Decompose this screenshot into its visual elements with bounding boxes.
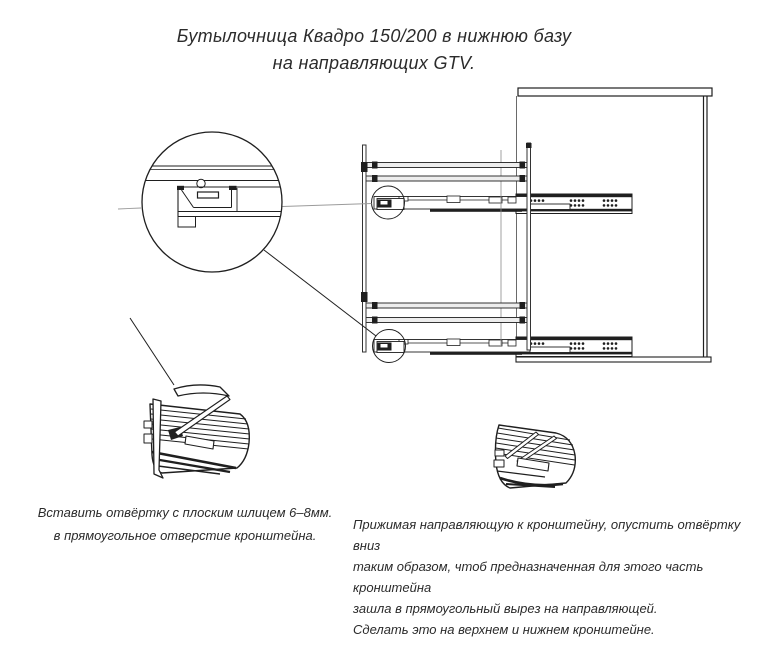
instruction-right-line-2: таким образом, чтоб предназначенная для этого часть кронштейна bbox=[353, 559, 704, 595]
instruction-left-line-1: Вставить отвёртку с плоским шлицем 6–8мм. bbox=[37, 505, 333, 520]
cabinet-panel bbox=[516, 88, 712, 362]
pullout-frame bbox=[361, 143, 532, 352]
bracket-hole bbox=[197, 179, 205, 187]
iso-screwdriver-press bbox=[494, 425, 575, 488]
leader-line-stub bbox=[118, 208, 141, 209]
instruction-right-line-3: зашла в прямоугольный вырез на направляющей. bbox=[353, 601, 658, 616]
screwdriver-handle bbox=[174, 385, 229, 396]
instruction-left bbox=[28, 502, 342, 547]
instruction-left-line-2: в прямоугольное отверстие кронштейна. bbox=[53, 527, 317, 543]
instruction-right bbox=[353, 514, 765, 640]
title-line-2: на направляющих GTV. bbox=[272, 53, 476, 73]
top-slide-rail bbox=[374, 194, 632, 214]
leader-line-iso bbox=[130, 318, 174, 385]
leader-line-bottom bbox=[264, 250, 376, 336]
bracket-slot bbox=[198, 192, 219, 198]
title-line-1: Бутылочница Квадро 150/200 в нижнюю базу bbox=[176, 26, 572, 46]
iso-screwdriver-insert bbox=[144, 385, 250, 478]
leader-line-top bbox=[283, 204, 372, 207]
bottom-slide-rail bbox=[374, 337, 632, 357]
detail-circle bbox=[142, 132, 282, 272]
instruction-right-line-4: Сделать это на верхнем и нижнем кронштейне. bbox=[353, 622, 655, 637]
instruction-right-line-1: Прижимая направляющую к кронштейну, опустить отвёртку вниз bbox=[353, 517, 741, 553]
